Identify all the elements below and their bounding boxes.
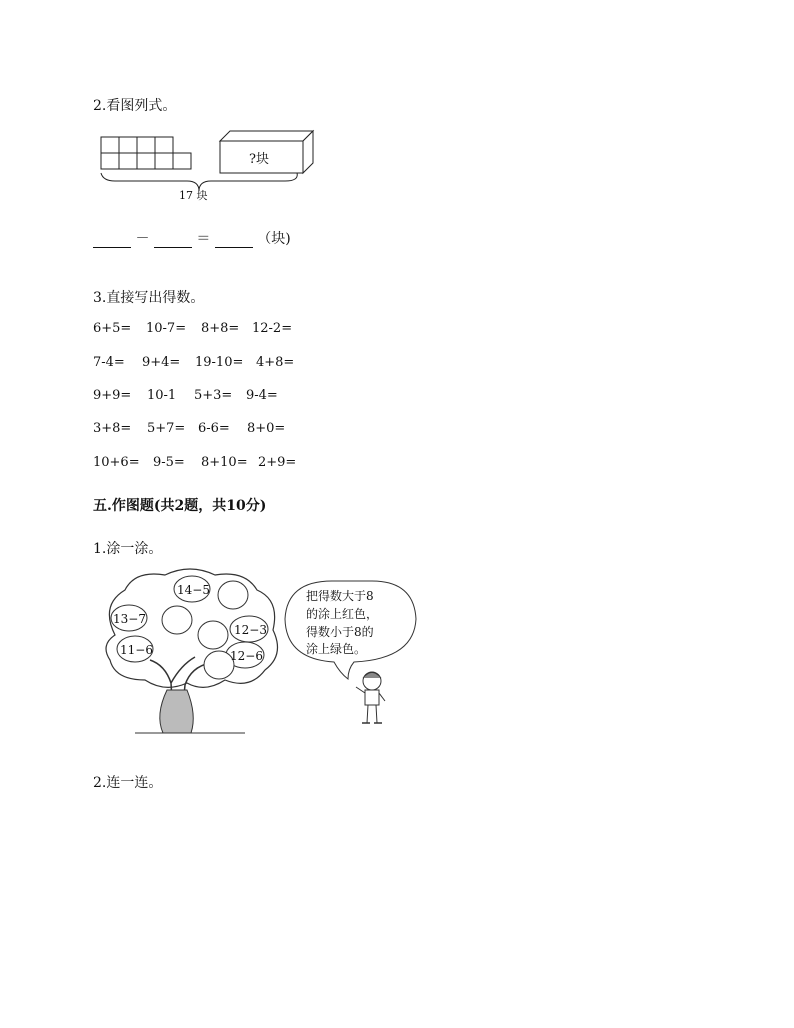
- calc-item: 19-10=: [195, 355, 244, 370]
- answer-blank-3[interactable]: [215, 233, 253, 248]
- apple-label: 14−5: [177, 583, 210, 597]
- question-2-title: 2.看图列式。: [93, 98, 177, 114]
- equation-line: [93, 228, 291, 248]
- calc-item: 3+8=: [93, 421, 132, 436]
- calc-item: 9+4=: [142, 355, 181, 370]
- blocks-diagram: [95, 125, 325, 207]
- question-3-title: 3.直接写出得数。: [93, 290, 205, 306]
- speech-bubble-with-child: [282, 577, 422, 732]
- calc-item: 10-1: [147, 388, 177, 403]
- speech-line: 涂上绿色。: [306, 642, 367, 656]
- apple-label: 11−6: [120, 643, 153, 657]
- calc-item: 9-5=: [153, 455, 185, 470]
- speech-line: 的涂上红色，: [306, 607, 379, 621]
- calc-item: 10-7=: [146, 321, 187, 336]
- speech-line: 把得数大于8: [306, 589, 374, 603]
- calc-item: 10+6=: [93, 455, 140, 470]
- child-figure: [356, 672, 385, 723]
- equals-sign: ＝: [196, 231, 211, 247]
- calc-item: 4+8=: [256, 355, 295, 370]
- answer-blank-1[interactable]: [93, 233, 131, 248]
- calc-item: 12-2=: [252, 321, 293, 336]
- answer-blank-2[interactable]: [154, 233, 192, 248]
- unit-label: （块): [257, 231, 291, 247]
- calc-item: 8+10=: [201, 455, 248, 470]
- apple-label: 12−3: [234, 623, 267, 637]
- calc-item: 7-4=: [93, 355, 125, 370]
- calc-item: 8+0=: [247, 421, 286, 436]
- calc-item: 2+9=: [258, 455, 297, 470]
- calc-item: 5+3=: [194, 388, 233, 403]
- calc-item: 9-4=: [246, 388, 278, 403]
- calc-item: 5+7=: [147, 421, 186, 436]
- minus-sign: －: [135, 231, 150, 247]
- speech-line: 得数小于8的: [306, 625, 374, 639]
- apple-label: 12−6: [230, 649, 263, 663]
- calc-item: 6-6=: [198, 421, 230, 436]
- box-label: ?块: [249, 152, 269, 167]
- section-5-title: 五.作图题(共2题，共10分): [93, 498, 267, 514]
- calc-item: 9+9=: [93, 388, 132, 403]
- s5-question-1-title: 1.涂一涂。: [93, 541, 163, 557]
- total-label: 17 块: [179, 189, 208, 202]
- calc-item: 6+5=: [93, 321, 132, 336]
- apple-label: 13−7: [113, 612, 146, 626]
- apple-tree-illustration: [95, 565, 285, 737]
- s5-question-2-title: 2.连一连。: [93, 775, 163, 791]
- calc-item: 8+8=: [201, 321, 240, 336]
